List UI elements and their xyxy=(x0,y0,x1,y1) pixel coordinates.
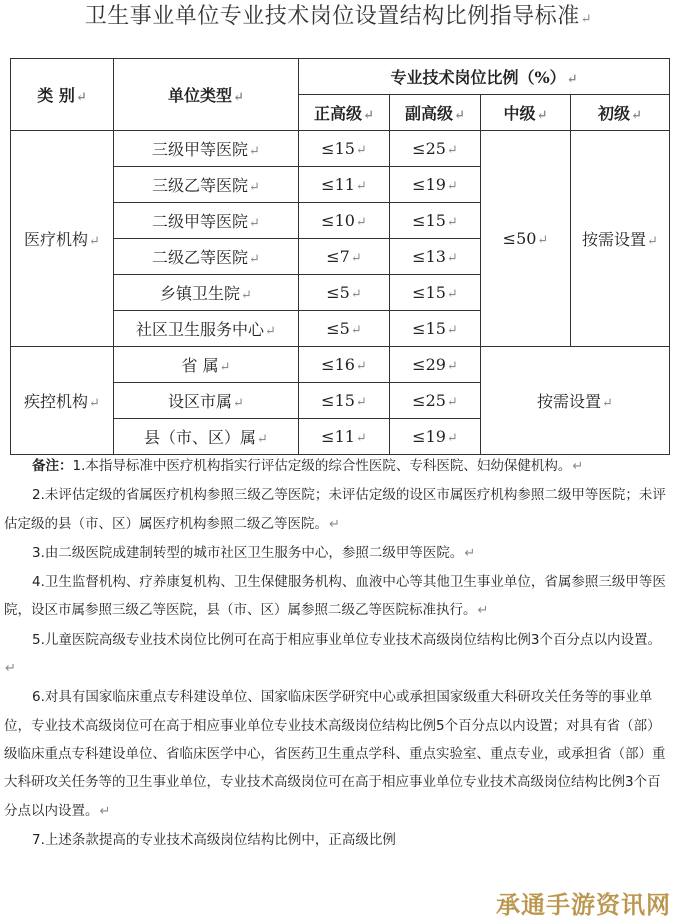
deputy-cell: ≤13↵ xyxy=(390,239,481,275)
table-row xyxy=(11,131,670,167)
header-category: 类 别↵ xyxy=(11,59,114,131)
header-unit-type: 单位类型↵ xyxy=(114,59,299,131)
note-7: 7.上述条款提高的专业技术高级岗位结构比例中，正高级比例 xyxy=(32,831,396,848)
header-ratio: 专业技术岗位比例（%）↵ xyxy=(299,59,670,95)
unit-cell: 社区卫生服务中心↵ xyxy=(114,311,299,347)
note-2: 2.未评估定级的省属医疗机构参照三级乙等医院；未评估定级的设区市属医疗机构参照二级甲等医院；未评估定级的县（市、区）属医疗机构参照二级乙等医院。↵ xyxy=(4,487,666,532)
middle-cell: ≤50↵ xyxy=(481,131,571,347)
senior-cell: ≤15↵ xyxy=(299,131,390,167)
unit-cell: 县（市、区）属↵ xyxy=(114,419,299,455)
header-middle: 中级↵ xyxy=(481,95,571,131)
category-cell: 医疗机构↵ xyxy=(11,131,114,347)
unit-cell: 二级乙等医院↵ xyxy=(114,239,299,275)
unit-cell: 设区市属↵ xyxy=(114,383,299,419)
deputy-cell: ≤15↵ xyxy=(390,275,481,311)
deputy-cell: ≤29↵ xyxy=(390,347,481,383)
table-row xyxy=(11,347,670,383)
ratio-table xyxy=(10,58,670,455)
senior-cell: ≤16↵ xyxy=(299,347,390,383)
deputy-cell: ≤19↵ xyxy=(390,167,481,203)
note-6: 6.对具有国家临床重点专科建设单位、国家临床医学研究中心或承担国家级重大科研攻关任务等的事业单位，专业技术高级岗位可在高于相应事业单位专业技术高级岗位结构比例5个百分点以内设置；对具有省（部）级临床重点专科建设单位、省临床医学中心，省医药卫生重点学科、重点实验室、重点专业，或承担省（部）重大科研攻关任务等的卫生事业单位，专业技术高级岗位可在高于相应事业单位专业技术高级岗位结构比例3个百分点以内设置。↵ xyxy=(4,689,666,819)
unit-cell: 乡镇卫生院↵ xyxy=(114,275,299,311)
senior-cell: ≤7↵ xyxy=(299,239,390,275)
notes-section xyxy=(4,452,672,854)
note-5: 5.儿童医院高级专业技术岗位比例可在高于相应事业单位专业技术高级岗位结构比例3个百分点以内设置。↵ xyxy=(5,631,661,677)
unit-cell: 省 属↵ xyxy=(114,347,299,383)
mid-junior-cell: 按需设置↵ xyxy=(481,347,670,455)
note-3: 3.由二级医院成建制转型的城市社区卫生服务中心，参照二级甲等医院。↵ xyxy=(32,544,476,561)
watermark: 承通手游资讯网 xyxy=(496,891,671,919)
deputy-cell: ≤15↵ xyxy=(390,203,481,239)
deputy-cell: ≤25↵ xyxy=(390,383,481,419)
unit-cell: 三级乙等医院↵ xyxy=(114,167,299,203)
deputy-cell: ≤15↵ xyxy=(390,311,481,347)
note-4: 4.卫生监督机构、疗养康复机构、卫生保健服务机构、血液中心等其他卫生事业单位，省属参照三级甲等医院，设区市属参照三级乙等医院，县（市、区）属参照二级乙等医院标准执行。↵ xyxy=(4,574,666,619)
category-cell: 疾控机构↵ xyxy=(11,347,114,455)
senior-cell: ≤5↵ xyxy=(299,311,390,347)
senior-cell: ≤15↵ xyxy=(299,383,390,419)
page-title: 卫生事业单位专业技术岗位设置结构比例指导标准↵ xyxy=(84,4,593,29)
deputy-cell: ≤19↵ xyxy=(390,419,481,455)
senior-cell: ≤11↵ xyxy=(299,167,390,203)
senior-cell: ≤10↵ xyxy=(299,203,390,239)
header-junior: 初级↵ xyxy=(571,95,670,131)
senior-cell: ≤11↵ xyxy=(299,419,390,455)
header-deputy: 副高级↵ xyxy=(390,95,481,131)
unit-cell: 三级甲等医院↵ xyxy=(114,131,299,167)
deputy-cell: ≤25↵ xyxy=(390,131,481,167)
senior-cell: ≤5↵ xyxy=(299,275,390,311)
unit-cell: 二级甲等医院↵ xyxy=(114,203,299,239)
note-1: 备注：1.本指导标准中医疗机构指实行评估定级的综合性医院、专科医院、妇幼保健机构。↵ xyxy=(32,458,584,474)
junior-cell: 按需设置↵ xyxy=(571,131,670,347)
header-senior: 正高级↵ xyxy=(299,95,390,131)
